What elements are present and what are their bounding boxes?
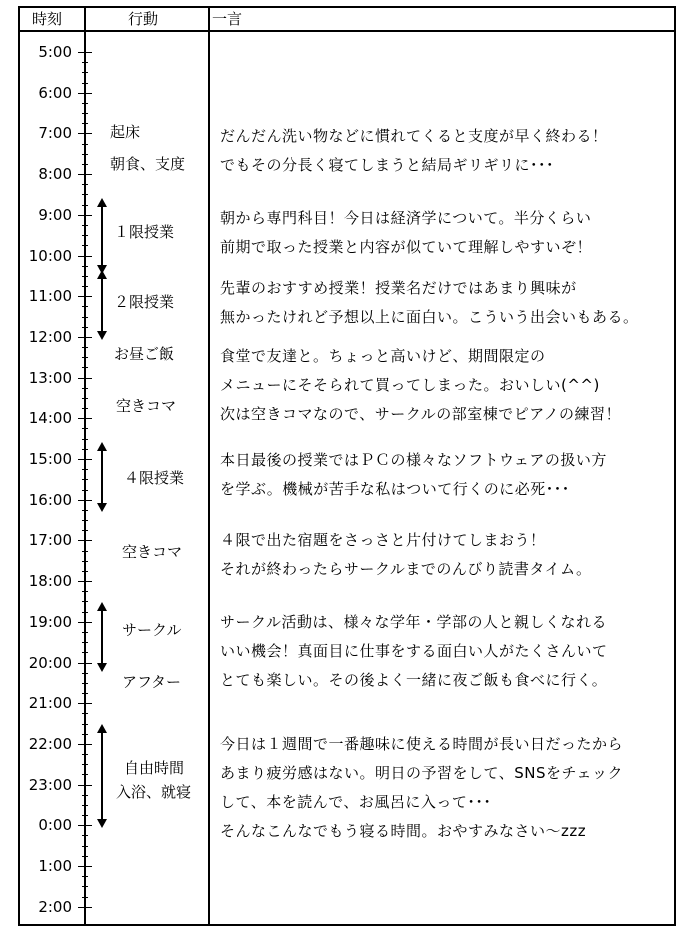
minor-tick [82,164,88,165]
double-arrow-icon [94,602,110,672]
minor-tick [82,632,88,633]
time-label: 21:00 [28,694,72,713]
activity-free-period-2: 空きコマ [122,543,183,561]
double-arrow-icon [94,198,110,274]
time-label: 18:00 [28,572,72,591]
hour-tick [78,52,92,53]
hour-tick [78,866,92,867]
minor-tick [82,286,88,287]
activity-class-2: ２限授業 [114,293,175,311]
comment-class-2 [220,274,639,332]
double-arrow-icon [94,270,110,340]
time-label: 0:00 [38,816,72,835]
minor-tick [82,754,88,755]
hour-tick [78,256,92,257]
hour-tick [78,296,92,297]
minor-tick [82,530,88,531]
header-comment: 一言 [212,10,243,28]
schedule-table [18,6,676,926]
time-label: 6:00 [38,83,72,102]
hour-tick [78,418,92,419]
minor-tick [82,520,88,521]
minor-tick [82,886,88,887]
time-label: 12:00 [28,327,72,346]
header-action: 行動 [128,10,159,28]
time-label: 22:00 [28,734,72,753]
time-label: 9:00 [38,205,72,224]
comment-line: とても楽しい。その後よく一緒に夜ご飯も食べに行く。 [220,671,608,689]
minor-tick [82,561,88,562]
comment-line: 朝から専門科目！今日は経済学について。半分くらい [220,209,592,227]
comment-line: でもその分長く寝てしまうと結局ギリギリに･･･ [220,156,555,174]
comment-line: 次は空きコマなので、サークルの部室棟でピアノの練習！ [220,405,622,423]
minor-tick [82,642,88,643]
minor-tick [82,235,88,236]
minor-tick [82,764,88,765]
time-label: 2:00 [38,897,72,916]
header-time: 時刻 [32,10,63,28]
comment-line: 先輩のおすすめ授業！授業名だけではあまり興味が [220,279,577,297]
comment-club [220,608,608,695]
hour-tick [78,663,92,664]
minor-tick [82,835,88,836]
minor-tick [82,439,88,440]
time-label: 17:00 [28,531,72,550]
time-label: 15:00 [28,450,72,468]
minor-tick [82,673,88,674]
minor-tick [82,113,88,114]
minor-tick [82,72,88,73]
activity-club: サークル [122,621,182,639]
minor-tick [82,276,88,277]
comment-morning [220,122,608,180]
minor-tick [82,103,88,104]
column-divider-1 [84,8,86,924]
minor-tick [82,205,88,206]
minor-tick [82,327,88,328]
minor-tick [82,571,88,572]
hour-tick [78,337,92,338]
minor-tick [82,398,88,399]
header-divider [20,30,674,32]
hour-tick [78,174,92,175]
comment-line: 食堂で友達と。ちょっと高いけど、期間限定の [220,347,546,365]
minor-tick [82,490,88,491]
comment-line: して、本を読んで、お風呂に入って･･･ [220,793,492,811]
minor-tick [82,194,88,195]
time-label: 7:00 [38,124,72,143]
minor-tick [82,184,88,185]
comment-class-4 [220,446,607,504]
hour-tick [78,215,92,216]
hour-tick [78,907,92,908]
minor-tick [82,428,88,429]
time-label: 20:00 [28,653,72,672]
hour-tick [78,133,92,134]
hour-tick [78,622,92,623]
comment-line: 前期で取った授業と内容が似ていて理解しやすいぞ！ [220,238,593,256]
comment-night [220,730,623,846]
minor-tick [82,154,88,155]
comment-line: ４限で出た宿題をさっさと片付けてしまおう！ [220,531,546,549]
comment-line: 本日最後の授業ではＰＣの様々なソフトウェアの扱い方 [220,451,607,469]
time-label: 14:00 [28,409,72,428]
time-label: 16:00 [28,490,72,509]
minor-tick [82,897,88,898]
hour-tick [78,500,92,501]
comment-line: だんだん洗い物などに慣れてくると支度が早く終わる！ [220,127,608,145]
double-arrow-icon [94,442,110,512]
minor-tick [82,408,88,409]
hour-tick [78,540,92,541]
minor-tick [82,388,88,389]
activity-breakfast: 朝食、支度 [110,155,186,173]
minor-tick [82,317,88,318]
minor-tick [82,856,88,857]
minor-tick [82,815,88,816]
activity-bath-sleep: 入浴、就寝 [116,783,192,801]
activity-free-time: 自由時間 [124,759,185,777]
comment-line: 無かったけれど予想以上に面白い。こういう出会いもある。 [220,308,639,326]
double-arrow-icon [94,724,110,828]
minor-tick [82,734,88,735]
minor-tick [82,245,88,246]
comment-class-1 [220,204,592,262]
time-label: 19:00 [28,612,72,631]
hour-tick [78,703,92,704]
activity-lunch: お昼ご飯 [114,345,175,363]
minor-tick [82,479,88,480]
minor-tick [82,266,88,267]
minor-tick [82,652,88,653]
time-label: 11:00 [28,287,72,306]
minor-tick [82,225,88,226]
comment-line: を学ぶ。機械が苦手な私はついて行くのに必死･･･ [220,480,570,498]
comment-line: それが終わったらサークルまでのんびり読書タイム。 [220,560,592,578]
minor-tick [82,83,88,84]
minor-tick [82,62,88,63]
minor-tick [82,724,88,725]
minor-tick [82,612,88,613]
column-divider-2 [208,8,210,924]
activity-after: アフター [122,673,181,691]
minor-tick [82,774,88,775]
comment-line: サークル活動は、様々な学年・学部の人と親しくなれる [220,613,608,631]
hour-tick [78,744,92,745]
minor-tick [82,123,88,124]
activity-free-period-1: 空きコマ [116,397,177,415]
comment-line: あまり疲労感はない。明日の予習をして、SNSをチェック [220,764,624,782]
minor-tick [82,347,88,348]
minor-tick [82,367,88,368]
activity-class-4: ４限授業 [124,469,185,487]
hour-tick [78,581,92,582]
minor-tick [82,805,88,806]
comment-free-period [220,526,592,584]
minor-tick [82,469,88,470]
time-label: 10:00 [28,246,72,265]
minor-tick [82,876,88,877]
comment-line: そんなこんなでもう寝る時間。おやすみなさい～zzz [220,822,587,840]
time-label: 13:00 [28,368,72,387]
activity-class-1: １限授業 [114,223,175,241]
hour-tick [78,785,92,786]
time-label: 1:00 [38,857,72,875]
time-label: 8:00 [38,165,72,184]
hour-tick [78,93,92,94]
comment-line: いい機会！真面目に仕事をする面白い人がたくさんいて [220,642,608,660]
minor-tick [82,306,88,307]
comment-line: 今日は１週間で一番趣味に使える時間が長い日だったから [220,735,624,753]
minor-tick [82,144,88,145]
minor-tick [82,601,88,602]
minor-tick [82,510,88,511]
hour-tick [78,459,92,460]
time-label: 23:00 [28,775,72,794]
minor-tick [82,449,88,450]
minor-tick [82,551,88,552]
activity-wakeup: 起床 [110,123,141,141]
comment-line: メニューにそそられて買ってしまった。おいしい(^^) [220,376,600,394]
comment-lunch [220,342,621,429]
minor-tick [82,683,88,684]
hour-tick [78,378,92,379]
minor-tick [82,693,88,694]
minor-tick [82,795,88,796]
minor-tick [82,846,88,847]
hour-tick [78,825,92,826]
minor-tick [82,713,88,714]
minor-tick [82,591,88,592]
minor-tick [82,357,88,358]
time-label: 5:00 [38,43,72,61]
